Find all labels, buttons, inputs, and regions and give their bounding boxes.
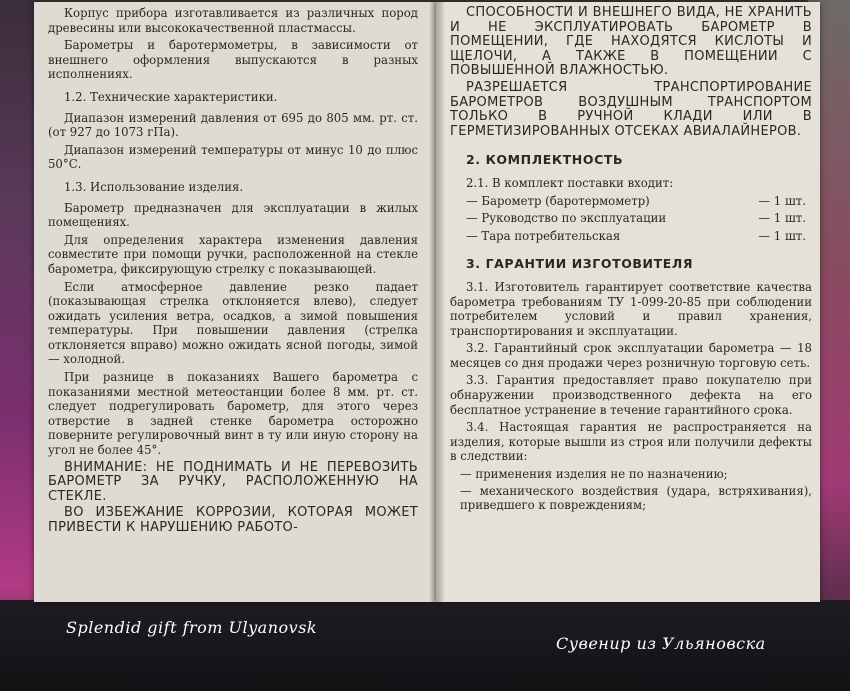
section-heading-contents: 2. КОМПЛЕКТНОСТЬ — [466, 152, 624, 168]
exclusion-item: — механического воздействия (удара, встряхивания), приведшего к повреждениям; — [460, 483, 812, 513]
paragraph-temperature-range: Диапазон измерений температуры от минус 10 до плюс 50°С. — [48, 142, 418, 172]
page-gutter — [430, 2, 444, 602]
list-item — [466, 194, 812, 209]
item-name: — Тара потребительская — [466, 228, 621, 243]
paragraph-purpose: Барометр предназначен для эксплуатации в жилых помещениях. — [48, 200, 418, 230]
item-qty: — 1 шт. — [758, 193, 806, 208]
warning-corrosion: ВО ИЗБЕЖАНИЕ КОРРОЗИИ, КОТОРАЯ МОЖЕТ ПРИВЕСТИ К НАРУШЕНИЮ РАБОТО- — [48, 505, 418, 535]
item-name: — Руководство по эксплуатации — [466, 211, 667, 226]
item-name: — Барометр (баротермометр) — [466, 193, 650, 208]
section-heading-warranty: 3. ГАРАНТИИ ИЗГОТОВИТЕЛЯ — [466, 256, 694, 272]
footer-slogan-english: Splendid gift from Ulyanovsk — [66, 618, 318, 637]
exclusion-item: — применения изделия не по назначению; — [460, 467, 728, 482]
item-qty: — 1 шт. — [758, 211, 806, 226]
warning-storage: СПОСОБНОСТИ И ВНЕШНЕГО ВИДА, НЕ ХРАНИТЬ И НЕ ЭКСПЛУАТИРОВАТЬ БАРОМЕТР В ПОМЕЩЕНИИ, ГДЕ НАХОДЯТСЯ КИСЛОТЫ И ЩЕЛОЧИ, А ТАКЖЕ В ПОМЕЩЕНИИ С ПОВЫШЕННОЙ ВЛАЖНОСТЬЮ. — [450, 5, 812, 79]
paragraph-warranty-3-1: 3.1. Изготовитель гарантирует соответствие качества барометра требованиям ТУ 1-099-20-85 при соблюдении потребителем условий и правил хранения, транспортирования и эксплуатации. — [450, 279, 812, 338]
paragraph-warranty-3-2: 3.2. Гарантийный срок эксплуатации барометра — 18 месяцев со дня продажи через розничную торговую сеть. — [450, 341, 812, 370]
paragraph-warranty-3-3: 3.3. Гарантия предоставляет право покупателю при обнаружении производственного дефекта на его бесплатное устранение в течение гарантийного срока. — [450, 373, 812, 417]
right-column — [450, 6, 812, 515]
paragraph-pressure-change: Для определения характера изменения давления совместите при помощи ручки, расположенной на стекле барометра, фиксирующую стрелку с показывающей. — [48, 232, 418, 276]
list-item — [466, 229, 812, 244]
paragraph-body-material: Корпус прибора изготавливается из различных пород древесины или высококачественной пластмассы. — [48, 6, 418, 35]
left-column — [48, 6, 418, 538]
item-qty: — 1 шт. — [758, 228, 806, 243]
paragraph-warranty-3-4: 3.4. Настоящая гарантия не распространяется на изделия, которые вышли из строя или получили дефекты в следствии: — [450, 420, 812, 464]
list-item — [466, 211, 812, 226]
paragraph-contents-intro: 2.1. В комплект поставки входит: — [466, 175, 674, 190]
paragraph-pressure-range: Диапазон измерений давления от 695 до 805 мм. рт. ст. (от 927 до 1073 гПа). — [48, 110, 418, 140]
footer-slogan-russian: Сувенир из Ульяновска — [556, 634, 766, 653]
paragraph-adjustment: При разнице в показаниях Вашего барометра с показаниями местной метеостанции более 8 мм. рт. ст. следует подрегулировать барометр, для этого через отверстие в задней стенке барометра осторожно поверните регулировочный винт в ту или иную сторону на угол не более 45°. — [48, 370, 418, 458]
paragraph-versions: Барометры и баротермометры, в зависимости от внешнего оформления выпускаются в разных исполнениях. — [48, 38, 418, 82]
heading-usage: 1.3. Использование изделия. — [64, 179, 244, 194]
heading-specs: 1.2. Технические характеристики. — [64, 89, 278, 104]
warning-handle: ВНИМАНИЕ: НЕ ПОДНИМАТЬ И НЕ ПЕРЕВОЗИТЬ БАРОМЕТР ЗА РУЧКУ, РАСПОЛОЖЕННУЮ НА СТЕКЛЕ. — [48, 459, 418, 504]
paragraph-forecast: Если атмосферное давление резко падает (показывающая стрелка отклоняется влево), следует ожидать усиления ветра, осадков, а зимой повышения температуры. При повышении давления (стрелка отклоняется вправо) можно ожидать ясной погоды, зимой — холодной. — [48, 279, 418, 367]
warning-transport: РАЗРЕШАЕТСЯ ТРАНСПОРТИРОВАНИЕ БАРОМЕТРОВ ВОЗДУШНЫМ ТРАНСПОРТОМ ТОЛЬКО В РУЧНОЙ КЛАДИ ИЛИ В ГЕРМЕТИЗИРОВАННЫХ ОТСЕКАХ АВИАЛАЙНЕРОВ. — [450, 79, 812, 139]
